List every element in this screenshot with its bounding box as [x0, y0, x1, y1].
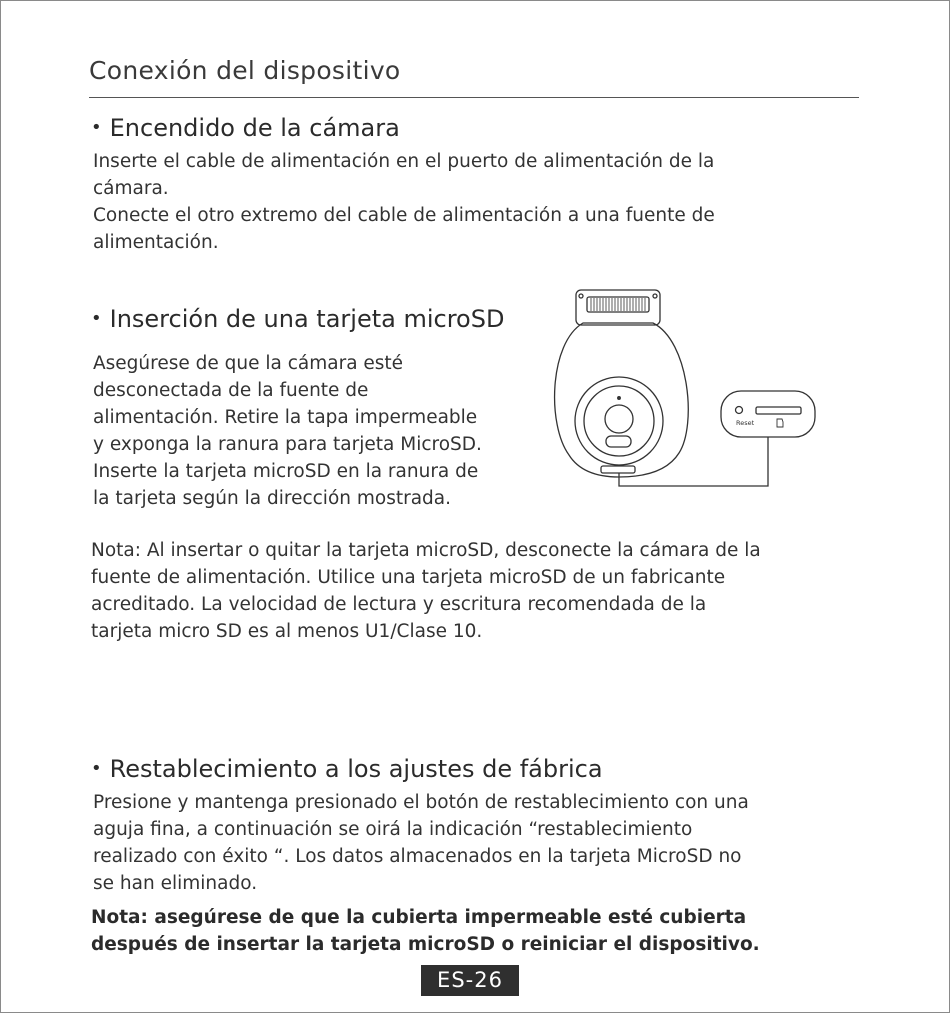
microsd-heading-text: Inserción de una tarjeta microSD: [109, 305, 505, 333]
title-divider: [89, 97, 859, 98]
power-line: Inserte el cable de alimentación en el puerto de alimentación de la: [93, 151, 715, 172]
camera-head: [575, 377, 663, 465]
note-line: tarjeta micro SD es al menos U1/Clase 10.: [91, 621, 483, 642]
reset-paragraph: [93, 789, 749, 897]
power-line: alimentación.: [93, 232, 219, 253]
bold-note-line: Nota: asegúrese de que la cubierta impermeable esté cubierta: [91, 907, 747, 928]
page-number: ES-26: [421, 965, 519, 996]
power-heading: [91, 114, 400, 142]
microsd-line: Asegúrese de que la cámara esté: [93, 353, 404, 374]
power-heading-text: Encendido de la cámara: [109, 114, 400, 142]
reset-heading-text: Restablecimiento a los ajustes de fábrica: [109, 755, 603, 783]
microsd-line: desconectada de la fuente de: [93, 380, 369, 401]
bullet: •: [91, 117, 102, 138]
reset-line: aguja fina, a continuación se oirá la indicación “restablecimiento: [93, 819, 693, 840]
microsd-line: y exponga la ranura para tarjeta MicroSD.: [93, 434, 482, 455]
power-cable: [619, 437, 768, 486]
note-line: acreditado. La velocidad de lectura y escritura recomendada de la: [91, 594, 707, 615]
note-line: fuente de alimentación. Utilice una tarjeta microSD de un fabricante: [91, 567, 726, 588]
note-line: Nota: Al insertar o quitar la tarjeta microSD, desconecte la cámara de la: [91, 540, 761, 561]
power-paragraph: [93, 148, 715, 256]
note-paragraph: [91, 537, 761, 645]
reset-label: Reset: [736, 419, 755, 427]
microsd-paragraph: [93, 350, 482, 512]
microsd-heading: [91, 305, 504, 333]
section-title: Conexión del dispositivo: [89, 56, 401, 85]
microsd-line: alimentación. Retire la tapa impermeable: [93, 407, 478, 428]
bullet: •: [91, 308, 102, 329]
camera-body: [555, 323, 689, 477]
microsd-line: Inserte la tarjeta microSD en la ranura de: [93, 461, 479, 482]
camera-lens: [605, 405, 633, 433]
reset-line: se han eliminado.: [93, 873, 258, 894]
bold-note-line: después de insertar la tarjeta microSD o reiniciar el dispositivo.: [91, 934, 760, 955]
reset-hole: [736, 407, 743, 414]
bold-note: [91, 904, 760, 958]
power-line: cámara.: [93, 178, 169, 199]
microsd-slot: [756, 407, 801, 414]
reset-line: realizado con éxito “. Los datos almacenados en la tarjeta MicroSD no: [93, 846, 742, 867]
power-line: Conecte el otro extremo del cable de alimentación a una fuente de: [93, 205, 715, 226]
microsd-line: la tarjeta según la dirección mostrada.: [93, 488, 452, 509]
bullet: •: [91, 758, 102, 779]
reset-heading: [91, 755, 603, 783]
camera-illustration: [549, 285, 829, 495]
reset-line: Presione y mantenga presionado el botón de restablecimiento con una: [93, 792, 749, 813]
